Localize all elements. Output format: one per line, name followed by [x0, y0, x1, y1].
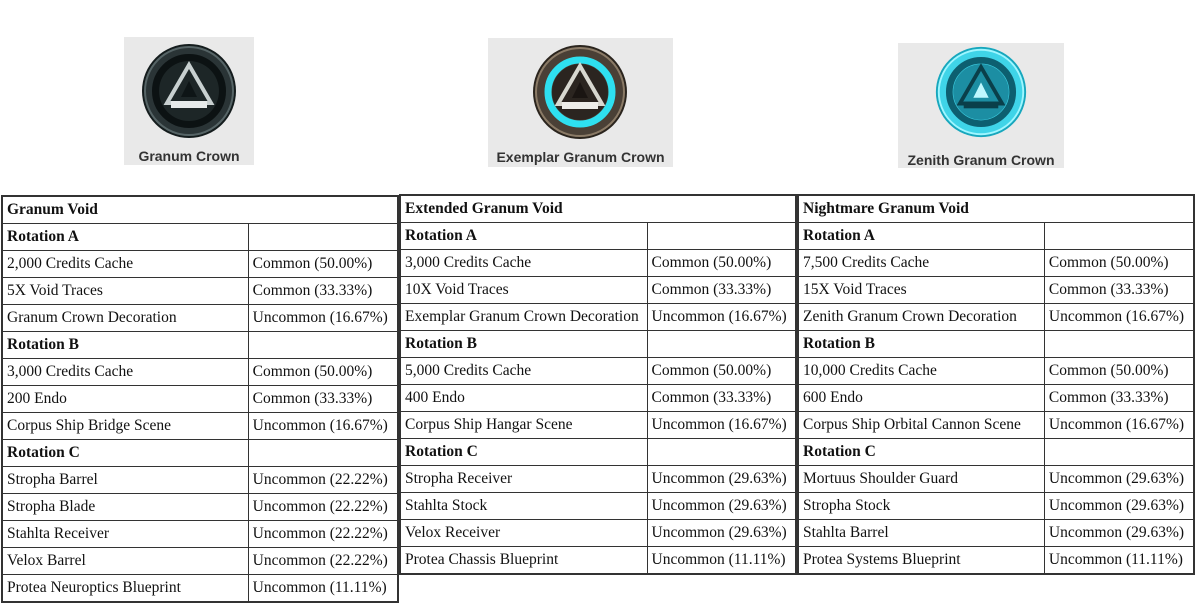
crown-label: Granum Crown: [138, 148, 240, 164]
reward-name: Protea Systems Blueprint: [798, 547, 1044, 575]
reward-name: Stropha Stock: [798, 493, 1044, 520]
table-title-row: [400, 195, 796, 223]
crown-label: Exemplar Granum Crown: [496, 149, 665, 165]
reward-chance: Common (50.00%): [1044, 358, 1194, 385]
reward-name: Corpus Ship Hangar Scene: [400, 412, 647, 439]
reward-chance: Uncommon (29.63%): [1044, 493, 1194, 520]
drop-table-granum-void: [1, 195, 399, 603]
reward-name: Exemplar Granum Crown Decoration: [400, 304, 647, 331]
rotation-header-row: [2, 332, 398, 359]
reward-chance: Uncommon (29.63%): [647, 520, 796, 547]
table-row: [400, 520, 796, 547]
reward-name: 10,000 Credits Cache: [798, 358, 1044, 385]
rotation-name: Rotation C: [2, 440, 248, 467]
reward-chance: Uncommon (16.67%): [1044, 412, 1194, 439]
table-row: [400, 412, 796, 439]
rotation-header-row: [798, 223, 1194, 250]
reward-chance: Common (33.33%): [647, 277, 796, 304]
crown-card-zenith: [898, 43, 1064, 168]
drop-table-extended-granum-void: [399, 194, 797, 575]
reward-chance: Uncommon (22.22%): [248, 494, 398, 521]
table-row: [2, 278, 398, 305]
reward-name: Stahlta Receiver: [2, 521, 248, 548]
zenith-granum-crown-coin-icon: [933, 44, 1029, 140]
table-row: [2, 413, 398, 440]
table-row: [400, 304, 796, 331]
reward-chance: Common (33.33%): [1044, 385, 1194, 412]
rotation-name: Rotation A: [2, 224, 248, 251]
table-row: [400, 277, 796, 304]
reward-name: 15X Void Traces: [798, 277, 1044, 304]
crown-label: Zenith Granum Crown: [907, 152, 1055, 168]
reward-name: 600 Endo: [798, 385, 1044, 412]
rotation-header-row: [400, 331, 796, 358]
crown-card-granum: [124, 37, 254, 165]
reward-chance: Uncommon (11.11%): [248, 575, 398, 603]
table-row: [2, 305, 398, 332]
table-row: [2, 386, 398, 413]
table-title: Nightmare Granum Void: [798, 195, 1194, 223]
table-row: [798, 250, 1194, 277]
table-row: [798, 547, 1194, 575]
reward-chance: Uncommon (11.11%): [647, 547, 796, 575]
table-row: [798, 412, 1194, 439]
drop-table-nightmare-granum-void: [797, 194, 1195, 575]
reward-chance: Uncommon (22.22%): [248, 467, 398, 494]
table-row: [798, 277, 1194, 304]
reward-name: Velox Receiver: [400, 520, 647, 547]
reward-chance: Uncommon (16.67%): [1044, 304, 1194, 331]
table-title: Granum Void: [2, 196, 398, 224]
reward-name: 3,000 Credits Cache: [2, 359, 248, 386]
reward-chance: Uncommon (22.22%): [248, 521, 398, 548]
reward-name: 7,500 Credits Cache: [798, 250, 1044, 277]
reward-name: 5X Void Traces: [2, 278, 248, 305]
reward-name: Zenith Granum Crown Decoration: [798, 304, 1044, 331]
reward-chance: Uncommon (29.63%): [647, 493, 796, 520]
reward-name: 400 Endo: [400, 385, 647, 412]
reward-name: 200 Endo: [2, 386, 248, 413]
reward-name: Mortuus Shoulder Guard: [798, 466, 1044, 493]
reward-chance: Uncommon (29.63%): [1044, 520, 1194, 547]
table-row: [400, 466, 796, 493]
reward-chance: Common (50.00%): [248, 251, 398, 278]
reward-name: Stropha Barrel: [2, 467, 248, 494]
reward-name: 3,000 Credits Cache: [400, 250, 647, 277]
rotation-name: Rotation A: [400, 223, 647, 250]
rotation-name: Rotation A: [798, 223, 1044, 250]
table-row: [2, 359, 398, 386]
table-row: [400, 547, 796, 575]
reward-chance: Common (50.00%): [248, 359, 398, 386]
reward-name: 10X Void Traces: [400, 277, 647, 304]
rotation-name: Rotation B: [400, 331, 647, 358]
rotation-header-row: [2, 440, 398, 467]
rotation-header-row: [400, 223, 796, 250]
reward-chance: Uncommon (16.67%): [248, 413, 398, 440]
rotation-name: Rotation C: [798, 439, 1044, 466]
reward-chance: Common (33.33%): [248, 278, 398, 305]
table-row: [798, 385, 1194, 412]
exemplar-granum-crown-coin-icon: [530, 42, 630, 142]
rotation-header-row: [2, 224, 398, 251]
table-row: [798, 466, 1194, 493]
rotation-header-row: [798, 331, 1194, 358]
table-row: [400, 493, 796, 520]
reward-chance: Uncommon (16.67%): [647, 412, 796, 439]
reward-chance: Uncommon (29.63%): [1044, 466, 1194, 493]
reward-chance: Common (33.33%): [647, 385, 796, 412]
table-row: [798, 520, 1194, 547]
crown-card-exemplar: [488, 38, 673, 167]
table-row: [2, 251, 398, 278]
table-title-row: [798, 195, 1194, 223]
table-row: [400, 385, 796, 412]
rotation-name: Rotation B: [2, 332, 248, 359]
reward-name: Stahlta Barrel: [798, 520, 1044, 547]
table-row: [2, 521, 398, 548]
reward-name: Corpus Ship Orbital Cannon Scene: [798, 412, 1044, 439]
rotation-name: Rotation B: [798, 331, 1044, 358]
reward-chance: Common (33.33%): [1044, 277, 1194, 304]
rotation-header-row: [400, 439, 796, 466]
reward-name: 5,000 Credits Cache: [400, 358, 647, 385]
table-row: [400, 358, 796, 385]
reward-chance: Common (33.33%): [248, 386, 398, 413]
table-row: [798, 358, 1194, 385]
reward-name: Stropha Blade: [2, 494, 248, 521]
reward-name: Corpus Ship Bridge Scene: [2, 413, 248, 440]
table-row: [2, 467, 398, 494]
table-row: [400, 250, 796, 277]
rotation-header-row: [798, 439, 1194, 466]
reward-name: 2,000 Credits Cache: [2, 251, 248, 278]
reward-chance: Common (50.00%): [647, 358, 796, 385]
reward-name: Stropha Receiver: [400, 466, 647, 493]
reward-chance: Uncommon (11.11%): [1044, 547, 1194, 575]
table-row: [2, 548, 398, 575]
reward-chance: Uncommon (29.63%): [647, 466, 796, 493]
reward-chance: Uncommon (22.22%): [248, 548, 398, 575]
table-title-row: [2, 196, 398, 224]
reward-name: Velox Barrel: [2, 548, 248, 575]
reward-chance: Uncommon (16.67%): [248, 305, 398, 332]
rotation-name: Rotation C: [400, 439, 647, 466]
reward-chance: Uncommon (16.67%): [647, 304, 796, 331]
table-title: Extended Granum Void: [400, 195, 796, 223]
table-row: [2, 575, 398, 603]
reward-name: Stahlta Stock: [400, 493, 647, 520]
reward-name: Protea Chassis Blueprint: [400, 547, 647, 575]
table-row: [798, 493, 1194, 520]
table-row: [798, 304, 1194, 331]
granum-crown-coin-icon: [139, 41, 239, 141]
reward-chance: Common (50.00%): [647, 250, 796, 277]
table-row: [2, 494, 398, 521]
reward-name: Granum Crown Decoration: [2, 305, 248, 332]
reward-name: Protea Neuroptics Blueprint: [2, 575, 248, 603]
reward-chance: Common (50.00%): [1044, 250, 1194, 277]
